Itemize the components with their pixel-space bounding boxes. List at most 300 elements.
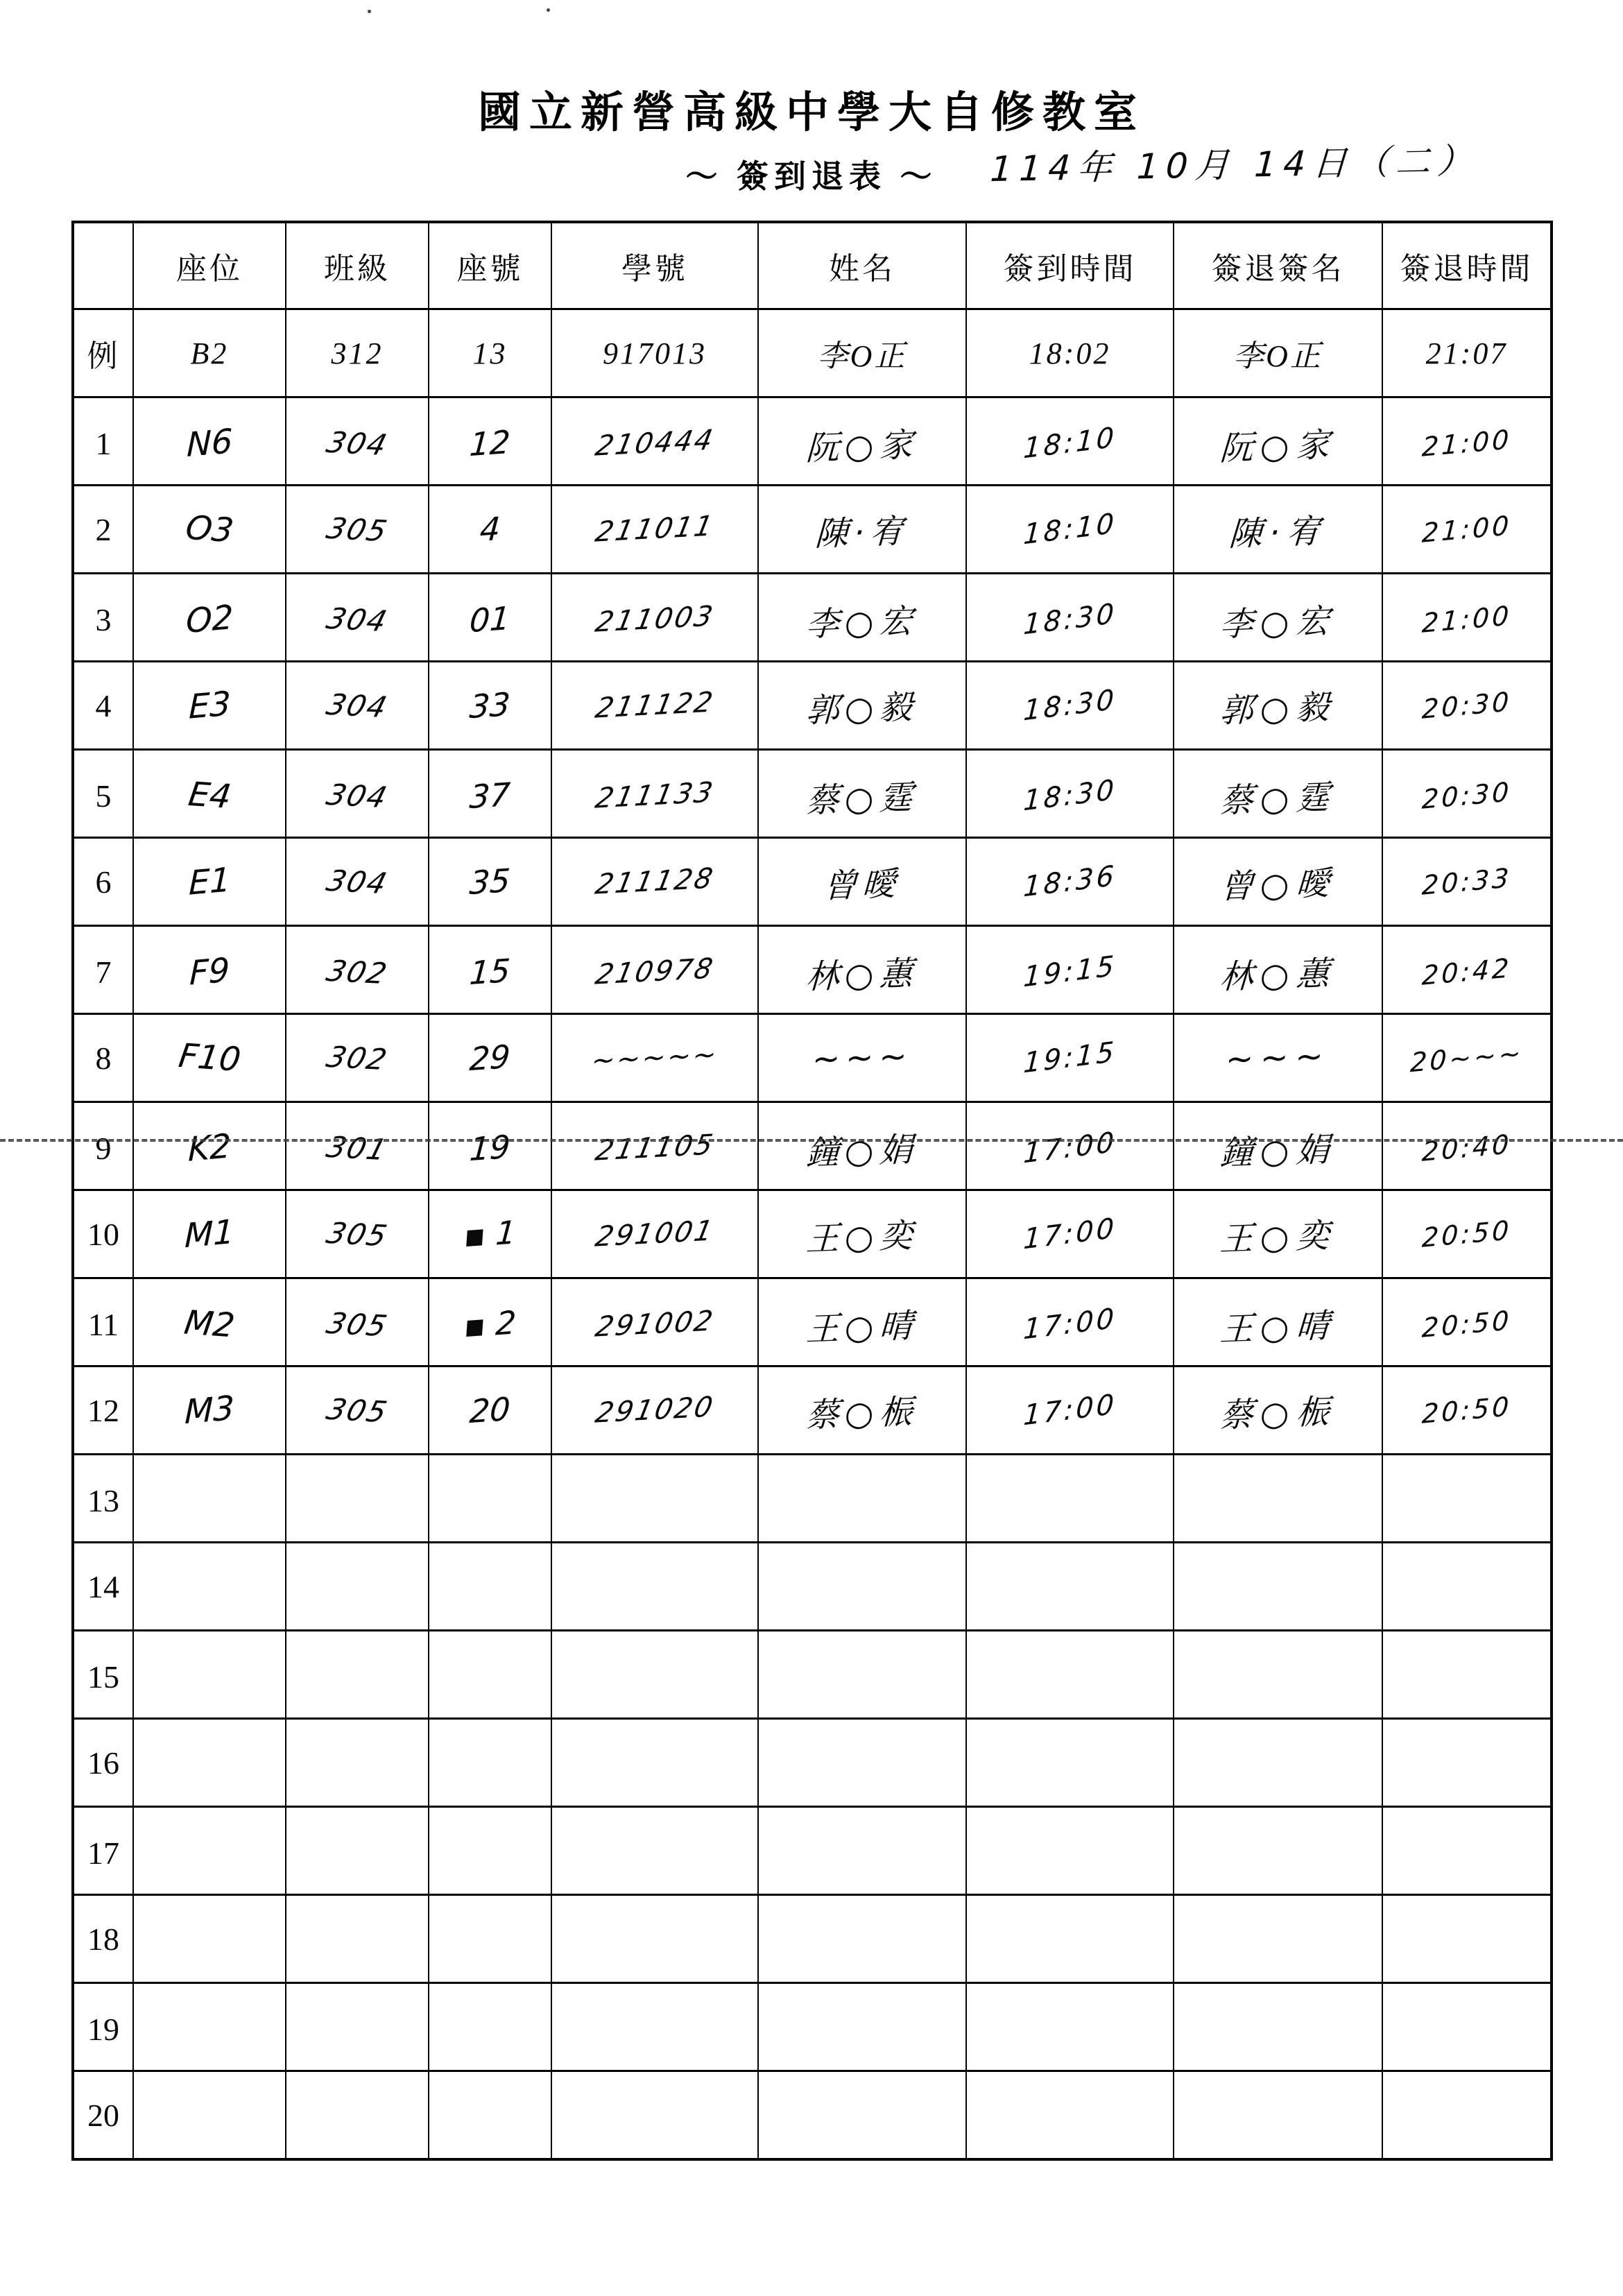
row-number-text: 3 [95, 601, 112, 637]
table-row [73, 1102, 1552, 1190]
cell-seat-no [429, 1719, 551, 1807]
handwritten-entry-text: 蔡○桭 [805, 1391, 919, 1435]
cell-seat-no [429, 750, 551, 838]
cell-class [286, 1455, 429, 1543]
handwritten-entry-text: 20:50 [1420, 1391, 1513, 1430]
cell-signout-time [1382, 1983, 1552, 2071]
cell-seat-no [429, 2071, 551, 2160]
handwritten-entry-text: 18:30 [1022, 683, 1117, 728]
row-number [73, 2071, 133, 2160]
cell-name [758, 397, 966, 486]
handwritten-entry-text: 20~~~ [1409, 1037, 1525, 1079]
cell-signout-time [1382, 1278, 1552, 1367]
cell-name [758, 1278, 966, 1367]
cell-class [286, 1719, 429, 1807]
handwritten-entry-text: 20:30 [1420, 776, 1513, 815]
cell-seat [133, 1983, 286, 2071]
cell-class [286, 1367, 429, 1455]
cell-signout-signature [1174, 1367, 1382, 1455]
cell-name [758, 1367, 966, 1455]
cell-seat [133, 1895, 286, 1983]
row-number-text: 11 [87, 1306, 119, 1342]
cell-signin-time [966, 750, 1174, 838]
cell-signout-time [1382, 1455, 1552, 1543]
cell-signin-time [966, 309, 1174, 397]
cell-signout-signature [1174, 1631, 1382, 1719]
handwritten-entry-text: N6 [186, 421, 233, 465]
handwritten-entry-text: 蔡○霆 [1218, 777, 1337, 821]
cell-seat-no [429, 309, 551, 397]
cell-signout-signature [1174, 1014, 1382, 1102]
handwritten-entry-text: 01 [468, 599, 512, 640]
cell-signout-time [1382, 574, 1552, 662]
handwritten-entry-text: 林○蕙 [1218, 953, 1337, 997]
handwritten-entry-text: 917013 [603, 336, 707, 370]
handwritten-entry-text: 王○晴 [1218, 1305, 1337, 1349]
handwritten-entry-text: ~~~ [1224, 1036, 1332, 1079]
handwritten-entry-text: 12 [468, 422, 512, 464]
header-signout-signature: 簽退簽名 [1174, 222, 1382, 309]
cell-signout-time [1382, 1367, 1552, 1455]
cell-signout-time [1382, 1102, 1552, 1190]
cell-class [286, 1543, 429, 1631]
cell-student-id [551, 1190, 758, 1278]
handwritten-entry-text: 37 [468, 775, 512, 816]
cell-class [286, 1983, 429, 2071]
cell-signin-time [966, 1455, 1174, 1543]
handwritten-entry-text: 305 [323, 1391, 392, 1429]
cell-signout-signature [1174, 2071, 1382, 2160]
cell-student-id [551, 1102, 758, 1190]
cell-class [286, 1190, 429, 1278]
cell-signout-time [1382, 750, 1552, 838]
row-number-text: 5 [95, 778, 112, 814]
row-number-text: 13 [87, 1482, 119, 1518]
handwritten-entry-text: 郭○毅 [805, 687, 919, 730]
cell-class [286, 838, 429, 926]
handwritten-entry-text: 4 [478, 509, 502, 549]
handwritten-entry-text: 18:10 [1022, 421, 1117, 465]
cell-seat-no [429, 1631, 551, 1719]
table-row [73, 1543, 1552, 1631]
handwritten-entry-text: 18:30 [1022, 597, 1117, 642]
cell-name [758, 486, 966, 574]
cell-class [286, 926, 429, 1014]
handwritten-entry-text: 13 [472, 336, 508, 370]
cell-signout-time [1382, 1543, 1552, 1631]
cell-name [758, 750, 966, 838]
handwritten-entry-text: 211122 [592, 686, 717, 725]
cell-signin-time [966, 926, 1174, 1014]
handwritten-entry-text: 18:10 [1022, 507, 1117, 551]
handwritten-entry-text: 阮○家 [805, 425, 919, 468]
cell-name [758, 1455, 966, 1543]
handwritten-entry-text: E3 [188, 684, 231, 727]
row-number [73, 1543, 133, 1631]
handwritten-entry-text: 291001 [592, 1215, 717, 1253]
table-row [73, 486, 1552, 574]
handwritten-entry-text: 15 [468, 951, 512, 993]
handwritten-entry-text: 陳·宥 [1228, 511, 1328, 554]
handwritten-entry-text: 304 [323, 601, 392, 638]
cell-student-id [551, 574, 758, 662]
row-number [73, 574, 133, 662]
cell-class [286, 1102, 429, 1190]
handwritten-entry-text: 302 [323, 1039, 392, 1077]
handwritten-entry-text: 曾○曖 [1218, 863, 1337, 907]
handwritten-entry-text: 20:33 [1420, 862, 1513, 901]
cell-signout-time [1382, 397, 1552, 486]
row-number [73, 926, 133, 1014]
cell-class [286, 1807, 429, 1895]
cell-seat-no [429, 662, 551, 750]
row-number-text: 2 [95, 511, 112, 547]
row-number-text: 7 [95, 954, 112, 990]
cell-signin-time [966, 1807, 1174, 1895]
handwritten-entry-text: 210978 [592, 952, 717, 991]
row-number [73, 309, 133, 397]
handwritten-entry-text: 17:00 [1022, 1302, 1117, 1346]
cell-signout-time [1382, 1631, 1552, 1719]
cell-name [758, 1190, 966, 1278]
cell-name [758, 662, 966, 750]
row-number-text: 4 [95, 687, 112, 723]
cell-signout-signature [1174, 750, 1382, 838]
table-row [73, 309, 1552, 397]
row-number-text: 15 [87, 1659, 119, 1695]
handwritten-entry-text: 18:36 [1022, 859, 1117, 904]
handwritten-entry-text: 304 [323, 687, 392, 724]
handwritten-entry-text: 211003 [592, 600, 717, 639]
cell-name [758, 1102, 966, 1190]
handwritten-entry-text: 李O正 [1233, 339, 1323, 373]
handwritten-entry-text: 王○晴 [805, 1305, 919, 1349]
row-number [73, 838, 133, 926]
cell-seat-no [429, 838, 551, 926]
cell-signout-time [1382, 1719, 1552, 1807]
cell-signout-time [1382, 1895, 1552, 1983]
handwritten-entry-text: M2 [182, 1303, 237, 1346]
table-row [73, 1014, 1552, 1102]
row-number-text: 例 [87, 339, 120, 373]
handwritten-entry-text: 19:15 [1022, 950, 1117, 994]
cell-seat [133, 926, 286, 1014]
cell-signin-time [966, 1102, 1174, 1190]
row-number [73, 1455, 133, 1543]
cell-student-id [551, 1014, 758, 1102]
cell-signout-time [1382, 1190, 1552, 1278]
handwritten-entry-text: 李○宏 [1218, 601, 1337, 644]
cell-student-id [551, 486, 758, 574]
handwritten-entry-text: 21:00 [1420, 600, 1513, 639]
row-number [73, 1807, 133, 1895]
cell-seat-no [429, 1367, 551, 1455]
cell-seat [133, 1455, 286, 1543]
handwritten-entry-text: 林○蕙 [805, 953, 919, 997]
cell-signin-time [966, 1190, 1174, 1278]
cell-signout-time [1382, 1014, 1552, 1102]
row-number [73, 1190, 133, 1278]
cell-signout-signature [1174, 309, 1382, 397]
cell-class [286, 1014, 429, 1102]
cell-student-id [551, 1631, 758, 1719]
cell-name [758, 1543, 966, 1631]
header-name: 姓名 [758, 222, 966, 309]
cell-signout-signature [1174, 1983, 1382, 2071]
handwritten-date: 114年 10月 14日（二） [989, 140, 1480, 190]
cell-signin-time [966, 1631, 1174, 1719]
sheet-body [73, 309, 1552, 2160]
cell-name [758, 838, 966, 926]
cell-seat-no [429, 397, 551, 486]
cell-signin-time [966, 1895, 1174, 1983]
handwritten-entry-text: 20:30 [1420, 686, 1513, 725]
table-row [73, 926, 1552, 1014]
cell-signout-signature [1174, 397, 1382, 486]
header-seat-no: 座號 [429, 222, 551, 309]
row-number [73, 1983, 133, 2071]
cell-seat-no [429, 1455, 551, 1543]
cell-signout-signature [1174, 1895, 1382, 1983]
cell-student-id [551, 1367, 758, 1455]
cell-seat [133, 1719, 286, 1807]
handwritten-entry-text: 李O正 [817, 339, 907, 373]
cell-class [286, 1895, 429, 1983]
handwritten-entry-text: 郭○毅 [1218, 687, 1337, 730]
handwritten-entry-text: 20:42 [1420, 952, 1513, 991]
handwritten-entry-text: 291020 [592, 1391, 717, 1430]
cell-student-id [551, 662, 758, 750]
cell-signin-time [966, 1367, 1174, 1455]
handwritten-entry-text: 291002 [592, 1305, 717, 1344]
row-number [73, 1367, 133, 1455]
table-row [73, 1455, 1552, 1543]
cell-signout-signature [1174, 1102, 1382, 1190]
cell-seat-no [429, 486, 551, 574]
cell-student-id [551, 1983, 758, 2071]
handwritten-entry-text: 王○奕 [805, 1215, 919, 1259]
row-number-text: 19 [87, 2011, 119, 2047]
cell-student-id [551, 838, 758, 926]
cell-signin-time [966, 1543, 1174, 1631]
cell-student-id [551, 1455, 758, 1543]
handwritten-entry-text: O3 [183, 508, 236, 551]
header-class: 班級 [286, 222, 429, 309]
handwritten-entry-text: 17:00 [1022, 1388, 1117, 1432]
cell-signout-signature [1174, 1278, 1382, 1367]
scan-speck [368, 10, 371, 13]
cell-seat [133, 574, 286, 662]
cell-name [758, 1983, 966, 2071]
cell-signout-signature [1174, 486, 1382, 574]
handwritten-entry-text: 305 [323, 511, 392, 548]
cell-seat [133, 1190, 286, 1278]
cell-seat-no [429, 1190, 551, 1278]
table-row [73, 1807, 1552, 1895]
handwritten-entry-text: 211011 [592, 510, 717, 549]
cell-seat [133, 1543, 286, 1631]
cell-signout-time [1382, 2071, 1552, 2160]
cell-seat [133, 1631, 286, 1719]
cell-seat-no [429, 1895, 551, 1983]
handwritten-entry-text: 陳·宥 [814, 511, 910, 554]
cell-seat [133, 662, 286, 750]
cell-signout-time [1382, 926, 1552, 1014]
table-row [73, 750, 1552, 838]
header-blank [73, 222, 133, 309]
cell-student-id [551, 750, 758, 838]
cell-class [286, 486, 429, 574]
handwritten-entry-text: 211133 [592, 776, 717, 815]
handwritten-entry-text: ▪ 2 [463, 1303, 517, 1345]
row-number-text: 8 [95, 1040, 112, 1076]
handwritten-entry-text: 蔡○桭 [1218, 1391, 1337, 1435]
row-number-text: 18 [87, 1921, 119, 1957]
row-number-text: 16 [87, 1745, 119, 1781]
handwritten-entry-text: 312 [331, 336, 384, 370]
handwritten-entry-text: 35 [468, 861, 512, 902]
cell-class [286, 574, 429, 662]
table-row [73, 1983, 1552, 2071]
cell-student-id [551, 1807, 758, 1895]
cell-signin-time [966, 1278, 1174, 1367]
cell-student-id [551, 1719, 758, 1807]
handwritten-entry-text: 曾曖 [822, 864, 902, 906]
row-number [73, 1014, 133, 1102]
handwritten-entry-text: 304 [323, 777, 392, 814]
row-number [73, 1102, 133, 1190]
cell-seat-no [429, 574, 551, 662]
cell-seat-no [429, 1807, 551, 1895]
cell-name [758, 1895, 966, 1983]
cell-student-id [551, 397, 758, 486]
handwritten-entry-text: 211105 [592, 1129, 717, 1167]
handwritten-entry-text: 304 [323, 425, 392, 462]
handwritten-entry-text: 304 [323, 863, 392, 900]
row-number [73, 1719, 133, 1807]
table-row [73, 1278, 1552, 1367]
table-row [73, 662, 1552, 750]
handwritten-entry-text: 302 [323, 953, 392, 991]
cell-signout-time [1382, 309, 1552, 397]
row-number-text: 20 [87, 2097, 119, 2133]
handwritten-entry-text: 阮○家 [1218, 425, 1337, 468]
cell-signout-time [1382, 1807, 1552, 1895]
page-title: 國立新營高級中學大自修教室 [477, 89, 1145, 137]
table-row [73, 838, 1552, 926]
handwritten-entry-text: 18:30 [1022, 773, 1117, 818]
cell-seat-no [429, 1014, 551, 1102]
cell-signin-time [966, 486, 1174, 574]
handwritten-entry-text: 蔡○霆 [805, 777, 919, 821]
handwritten-entry-text: 21:00 [1420, 424, 1513, 463]
table-row [73, 1367, 1552, 1455]
handwritten-entry-text: 王○奕 [1218, 1215, 1337, 1259]
cell-signin-time [966, 2071, 1174, 2160]
row-number [73, 397, 133, 486]
cell-seat [133, 1367, 286, 1455]
handwritten-entry-text: 17:00 [1022, 1126, 1117, 1170]
row-number-text: 9 [95, 1130, 112, 1166]
cell-seat [133, 838, 286, 926]
handwritten-entry-text: E1 [188, 860, 231, 903]
row-number [73, 1278, 133, 1367]
handwritten-entry-text: 20 [468, 1389, 512, 1431]
header-student-id: 學號 [551, 222, 758, 309]
cell-signin-time [966, 838, 1174, 926]
table-row [73, 397, 1552, 486]
handwritten-entry-text: 18:02 [1029, 336, 1111, 370]
table-row [73, 1631, 1552, 1719]
cell-class [286, 2071, 429, 2160]
header-seat: 座位 [133, 222, 286, 309]
cell-signout-signature [1174, 1719, 1382, 1807]
row-number [73, 662, 133, 750]
handwritten-entry-text: 211128 [592, 862, 717, 901]
handwritten-entry-text: ▪ 1 [463, 1213, 517, 1255]
cell-class [286, 750, 429, 838]
cell-name [758, 2071, 966, 2160]
cell-name [758, 1719, 966, 1807]
cell-student-id [551, 309, 758, 397]
cell-signin-time [966, 1983, 1174, 2071]
cell-seat [133, 2071, 286, 2160]
handwritten-entry-text: B2 [190, 336, 229, 370]
table-row [73, 1895, 1552, 1983]
row-number [73, 1631, 133, 1719]
cell-signout-signature [1174, 926, 1382, 1014]
handwritten-entry-text: F10 [175, 1036, 243, 1079]
row-number [73, 1895, 133, 1983]
handwritten-entry-text: 29 [468, 1037, 512, 1079]
handwritten-entry-text: K2 [187, 1126, 232, 1170]
cell-seat [133, 1807, 286, 1895]
cell-student-id [551, 926, 758, 1014]
row-number-text: 12 [87, 1392, 119, 1428]
handwritten-entry-text: M3 [184, 1388, 235, 1432]
handwritten-entry-text: 21:00 [1420, 510, 1513, 549]
page-subtitle: ～ 簽到退表 ～ [685, 159, 938, 194]
cell-name [758, 1631, 966, 1719]
row-number-text: 17 [87, 1835, 119, 1871]
header-row [73, 222, 1552, 309]
cell-signout-time [1382, 486, 1552, 574]
cell-seat [133, 486, 286, 574]
table-row [73, 1719, 1552, 1807]
signin-sheet-table [71, 221, 1553, 2161]
cell-seat-no [429, 1543, 551, 1631]
handwritten-entry-text: 20:50 [1420, 1215, 1513, 1253]
handwritten-entry-text: 19:15 [1022, 1036, 1117, 1080]
cell-seat [133, 1278, 286, 1367]
handwritten-entry-text: 305 [323, 1215, 392, 1253]
cell-signout-signature [1174, 662, 1382, 750]
cell-signin-time [966, 1014, 1174, 1102]
row-number-text: 10 [87, 1216, 119, 1252]
handwritten-entry-text: 33 [468, 685, 512, 726]
table-row [73, 2071, 1552, 2160]
cell-student-id [551, 1895, 758, 1983]
handwritten-entry-text: 301 [323, 1129, 392, 1167]
cell-name [758, 574, 966, 662]
header-signin-time: 簽到時間 [966, 222, 1174, 309]
handwritten-entry-text: 鐘○娟 [1218, 1129, 1337, 1173]
handwritten-entry-text: F9 [189, 950, 230, 993]
cell-signout-signature [1174, 1807, 1382, 1895]
row-number-text: 14 [87, 1568, 119, 1604]
cell-student-id [551, 1543, 758, 1631]
cell-seat-no [429, 926, 551, 1014]
